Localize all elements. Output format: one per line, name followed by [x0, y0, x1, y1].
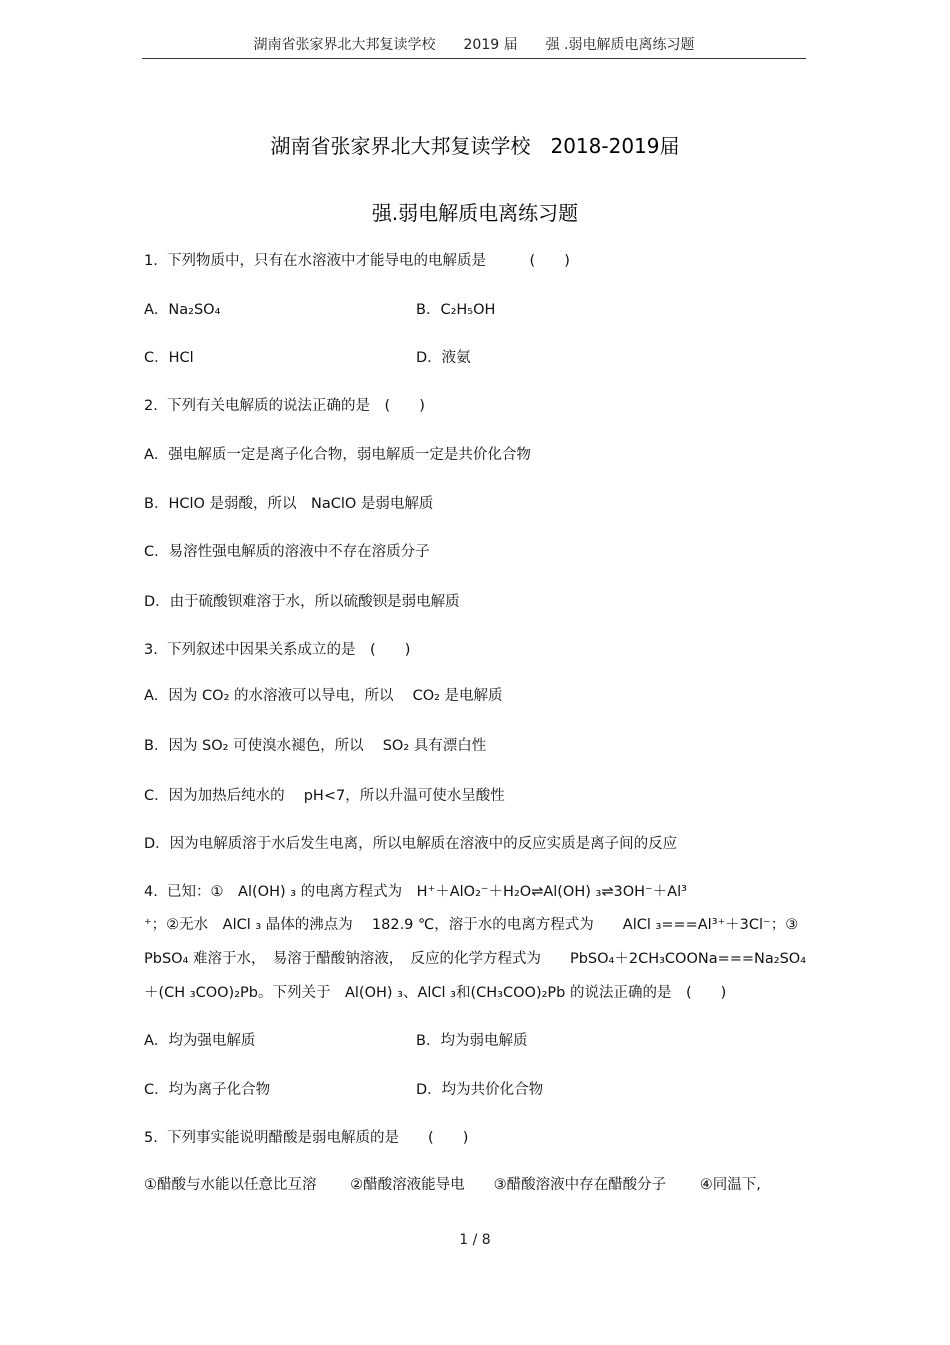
document-subtitle: 强.弱电解质电离练习题 — [371, 201, 579, 225]
q4-option-d: D．均为共价化合物 — [416, 1082, 544, 1098]
q1-stem: 1. 下列物质中，只有在水溶液中才能导电的电解质是 ( ) — [144, 253, 570, 269]
q3-option-b: B．因为 SO₂ 可使溴水褪色，所以 SO₂ 具有漂白性 — [144, 738, 487, 754]
q2-option-b: B．HClO 是弱酸，所以 NaClO 是弱电解质 — [144, 496, 434, 512]
page-header: 湖南省张家界北大邦复读学校 2019 届 强 .弱电解质电离练习题 — [253, 37, 695, 53]
q4-stem-line3: PbSO₄ 难溶于水， 易溶于醋酸钠溶液， 反应的化学方程式为 PbSO₄＋2CH₃COONa===Na₂SO₄ — [144, 951, 807, 967]
q2-stem: 2. 下列有关电解质的说法正确的是 ( ) — [144, 398, 425, 414]
q3-option-c: C．因为加热后纯水的 pH<7，所以升温可使水呈酸性 — [144, 788, 505, 804]
q1-option-c: C．HCl — [144, 350, 194, 366]
q4-option-c: C．均为离子化合物 — [144, 1082, 271, 1098]
q3-stem: 3. 下列叙述中因果关系成立的是 ( ) — [144, 642, 411, 658]
q1-option-b: B．C₂H₅OH — [416, 302, 496, 318]
q4-option-b: B．均为弱电解质 — [416, 1033, 528, 1049]
q3-option-a: A．因为 CO₂ 的水溶液可以导电，所以 CO₂ 是电解质 — [144, 688, 503, 704]
q5-stem: 5. 下列事实能说明醋酸是弱电解质的是 ( ) — [144, 1130, 469, 1146]
document-title: 湖南省张家界北大邦复读学校 2018-2019届 — [270, 134, 680, 158]
header-rule — [142, 58, 806, 59]
q2-option-a: A．强电解质一定是离子化合物，弱电解质一定是共价化合物 — [144, 447, 531, 463]
q2-option-d: D．由于硫酸钡难溶于水，所以硫酸钡是弱电解质 — [144, 594, 460, 610]
q4-option-a: A．均为强电解质 — [144, 1033, 256, 1049]
page-number: 1 / 8 — [459, 1232, 491, 1248]
q2-option-c: C．易溶性强电解质的溶液中不存在溶质分子 — [144, 544, 430, 560]
q4-stem-line4: ＋(CH ₃COO)₂Pb。下列关于 Al(OH) ₃、AlCl ₃和(CH₃COO)₂Pb 的说法正确的是 ( ) — [144, 985, 727, 1001]
q1-option-a: A．Na₂SO₄ — [144, 302, 221, 318]
q4-stem-line1: 4. 已知：① Al(OH) ₃ 的电离方程式为 H⁺＋AlO₂⁻＋H₂O⇌Al(OH) ₃⇌3OH⁻＋Al³ — [144, 884, 687, 900]
q3-option-d: D．因为电解质溶于水后发生电离，所以电解质在溶液中的反应实质是离子间的反应 — [144, 836, 678, 852]
q5-facts: ①醋酸与水能以任意比互溶 ②醋酸溶液能导电 ③醋酸溶液中存在醋酸分子 ④同温下, — [144, 1177, 761, 1193]
q4-stem-line2: ⁺；②无水 AlCl ₃ 晶体的沸点为 182.9 ℃，溶于水的电离方程式为 AlCl ₃===Al³⁺＋3Cl⁻；③ — [144, 917, 799, 933]
q1-option-d: D．液氨 — [416, 350, 471, 366]
